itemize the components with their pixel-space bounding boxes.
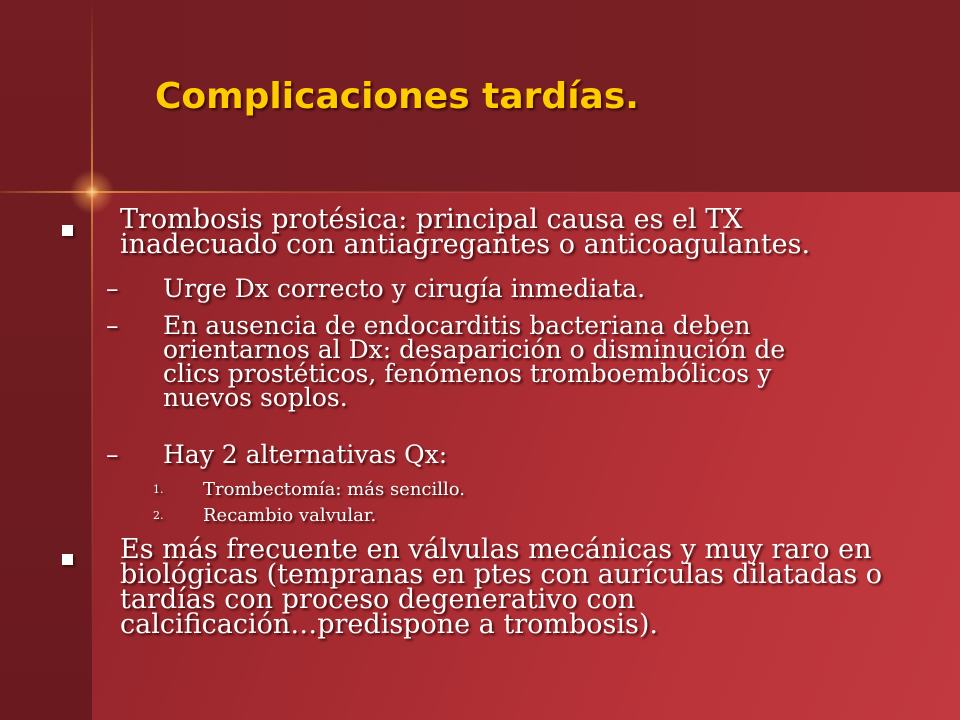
bullet-square-icon xyxy=(62,225,73,236)
sub-2-line-4: nuevos soplos. xyxy=(163,383,348,412)
bullet-2-line-4: calcificación…predispone a trombosis). xyxy=(120,609,658,640)
bullet-1-line-2: inadecuado con antiagregantes o anticoagulantes. xyxy=(120,229,811,260)
bullet-2-line-3: tardías con proceso degenerativo con xyxy=(120,584,636,615)
slide-title: Complicaciones tardías. xyxy=(155,76,639,117)
sub-dash-marker: – xyxy=(106,274,119,303)
sub-1-line-1: Urge Dx correcto y cirugía inmediata. xyxy=(163,274,646,303)
numbered-marker: 1. xyxy=(153,483,164,496)
numbered-marker: 2. xyxy=(153,509,164,522)
sub-2-line-3: clics prostéticos, fenómenos tromboembólicos y xyxy=(163,359,772,388)
numbered-item-2: Recambio valvular. xyxy=(203,505,377,526)
sub-dash-marker: – xyxy=(106,440,119,469)
sub-2-line-1: En ausencia de endocarditis bacteriana deben xyxy=(163,311,751,340)
horizontal-divider xyxy=(0,191,960,193)
left-band xyxy=(0,0,92,720)
numbered-item-1: Trombectomía: más sencillo. xyxy=(203,479,466,500)
sub-2-line-2: orientarnos al Dx: desaparición o disminución de xyxy=(163,335,786,364)
vertical-divider xyxy=(91,0,93,720)
bullet-square-icon xyxy=(62,554,73,565)
bullet-2-line-2: biológicas (tempranas en ptes con aurículas dilatadas o xyxy=(120,559,883,590)
sparkle-decoration xyxy=(66,166,118,218)
bullet-1-line-1: Trombosis protésica: principal causa es el TX xyxy=(120,204,743,235)
sub-dash-marker: – xyxy=(106,311,119,340)
bullet-2-line-1: Es más frecuente en válvulas mecánicas y muy raro en xyxy=(120,534,872,565)
sub-3-line-1: Hay 2 alternativas Qx: xyxy=(163,440,448,469)
